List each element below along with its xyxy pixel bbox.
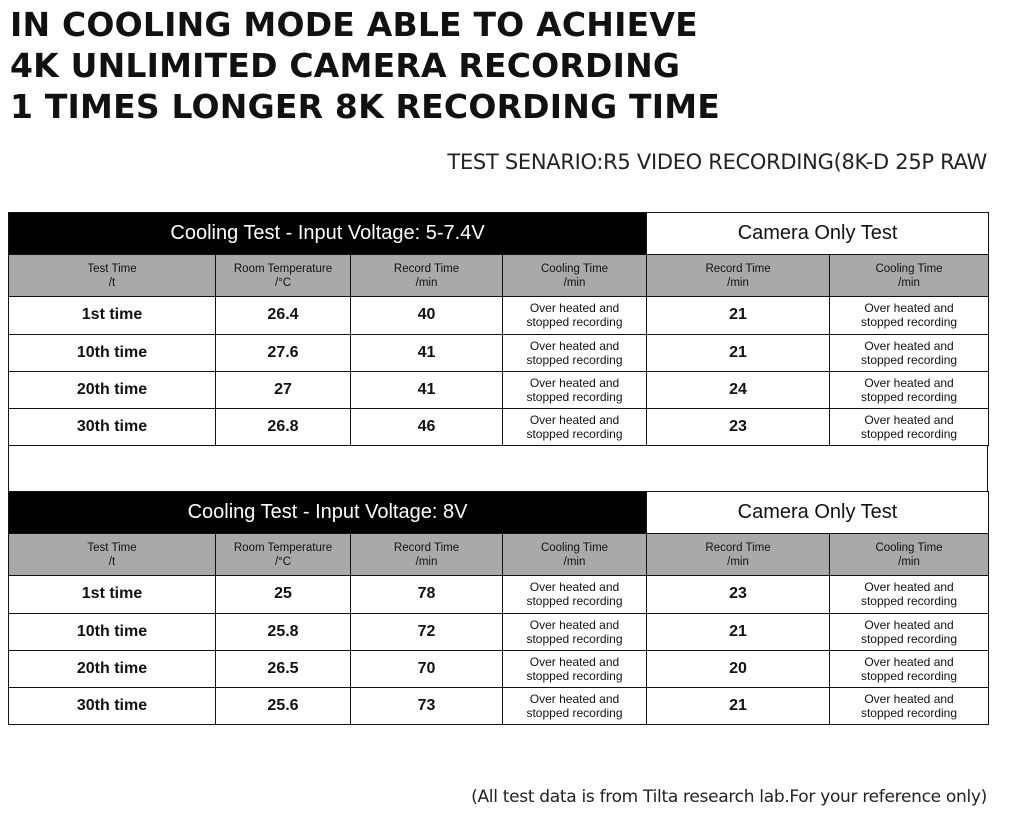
- note-line: stopped recording: [860, 352, 958, 367]
- note-line: stopped recording: [526, 426, 623, 441]
- header-label: Cooling Time: [875, 541, 943, 554]
- cooling-time-cell: [503, 687, 647, 724]
- camera-record-time-cell: 23: [647, 576, 830, 613]
- camera-record-time-cell: 21: [647, 297, 830, 334]
- header-unit: /°C: [274, 555, 292, 568]
- note-line: stopped recording: [526, 668, 623, 683]
- note-line: stopped recording: [526, 315, 623, 330]
- note-line: Over heated and: [529, 580, 620, 595]
- cooling-time-cell: [503, 613, 647, 650]
- note-line: Over heated and: [864, 691, 954, 706]
- header-unit: /t: [108, 276, 116, 289]
- record-time-cell: 46: [351, 408, 503, 445]
- test-scenario: TEST SENARIO:R5 VIDEO RECORDING(8K-D 25P RAW: [447, 150, 987, 174]
- record-time-cell: 40: [351, 297, 503, 334]
- note-line: Over heated and: [529, 691, 620, 706]
- note-line: stopped recording: [860, 594, 958, 609]
- record-time-cell: 72: [351, 613, 503, 650]
- camera-only-test-title: Camera Only Test: [647, 492, 989, 534]
- room-temperature-cell: 25.6: [216, 687, 351, 724]
- room-temperature-cell: 25.8: [216, 613, 351, 650]
- camera-only-test-title: Camera Only Test: [647, 213, 989, 255]
- header-label: Room Temperature: [233, 262, 333, 275]
- note-line: Over heated and: [529, 412, 620, 427]
- results-table-low-voltage: [8, 212, 988, 446]
- room-temperature-cell: 26.5: [216, 650, 351, 687]
- header-record-time: [351, 534, 503, 576]
- note-line: stopped recording: [860, 631, 958, 646]
- table-row: [9, 408, 989, 445]
- test-time-cell: 10th time: [9, 334, 216, 371]
- header-camera-cooling-time: [830, 255, 989, 297]
- camera-cooling-time-cell: [830, 334, 989, 371]
- header-unit: /t: [108, 555, 116, 568]
- note-line: Over heated and: [529, 375, 620, 390]
- note-line: Over heated and: [864, 375, 954, 390]
- header-label: Record Time: [393, 541, 460, 554]
- data-table: [8, 212, 989, 446]
- header-cooling-time: [503, 255, 647, 297]
- header-label: Record Time: [705, 262, 771, 275]
- header-room-temperature: [216, 255, 351, 297]
- camera-record-time-cell: 23: [647, 408, 830, 445]
- test-time-cell: 30th time: [9, 408, 216, 445]
- header-label: Test Time: [87, 541, 137, 554]
- test-time-cell: 1st time: [9, 576, 216, 613]
- header-label: Cooling Time: [540, 541, 609, 554]
- camera-cooling-time-cell: [830, 687, 989, 724]
- header-label: Cooling Time: [875, 262, 943, 275]
- header-camera-record-time: [647, 255, 830, 297]
- note-line: stopped recording: [526, 705, 623, 720]
- headline-line: IN COOLING MODE ABLE TO ACHIEVE: [10, 5, 698, 44]
- header-unit: /min: [563, 555, 586, 568]
- note-line: Over heated and: [529, 654, 620, 669]
- table-row: [9, 576, 989, 613]
- record-time-cell: 70: [351, 650, 503, 687]
- record-time-cell: 73: [351, 687, 503, 724]
- record-time-cell: 78: [351, 576, 503, 613]
- note-line: Over heated and: [864, 338, 954, 353]
- header-unit: /°C: [274, 276, 292, 289]
- table-row: [9, 613, 989, 650]
- room-temperature-cell: 25: [216, 576, 351, 613]
- header-record-time: [351, 255, 503, 297]
- camera-cooling-time-cell: [830, 297, 989, 334]
- header-camera-record-time: [647, 534, 830, 576]
- cooling-time-cell: [503, 371, 647, 408]
- header-test-time: [9, 255, 216, 297]
- header-room-temperature: [216, 534, 351, 576]
- header-unit: /min: [898, 276, 920, 289]
- note-line: stopped recording: [860, 315, 958, 330]
- room-temperature-cell: 27.6: [216, 334, 351, 371]
- header-unit: /min: [415, 555, 438, 568]
- footnote: (All test data is from Tilta research lab.For your reference only): [471, 787, 987, 807]
- test-time-cell: 20th time: [9, 371, 216, 408]
- table-row: [9, 371, 989, 408]
- note-line: stopped recording: [860, 705, 958, 720]
- test-time-cell: 1st time: [9, 297, 216, 334]
- camera-cooling-time-cell: [830, 650, 989, 687]
- note-line: Over heated and: [864, 617, 954, 632]
- note-line: Over heated and: [864, 654, 954, 669]
- table-row: [9, 334, 989, 371]
- cooling-test-title: Cooling Test - Input Voltage: 8V: [9, 492, 647, 534]
- camera-cooling-time-cell: [830, 576, 989, 613]
- table-spacer: [8, 446, 988, 492]
- camera-record-time-cell: 24: [647, 371, 830, 408]
- camera-record-time-cell: 20: [647, 650, 830, 687]
- header-test-time: [9, 534, 216, 576]
- note-line: stopped recording: [860, 668, 958, 683]
- header-cooling-time: [503, 534, 647, 576]
- note-line: Over heated and: [529, 301, 620, 316]
- note-line: stopped recording: [526, 631, 623, 646]
- room-temperature-cell: 26.8: [216, 408, 351, 445]
- camera-cooling-time-cell: [830, 613, 989, 650]
- note-line: Over heated and: [864, 580, 954, 595]
- test-time-cell: 20th time: [9, 650, 216, 687]
- header-unit: /min: [727, 555, 749, 568]
- header-unit: /min: [898, 555, 920, 568]
- header-label: Test Time: [87, 262, 137, 275]
- camera-record-time-cell: 21: [647, 334, 830, 371]
- cooling-time-cell: [503, 650, 647, 687]
- record-time-cell: 41: [351, 334, 503, 371]
- camera-record-time-cell: 21: [647, 687, 830, 724]
- note-line: stopped recording: [860, 389, 958, 404]
- room-temperature-cell: 27: [216, 371, 351, 408]
- results-table-high-voltage: [8, 491, 988, 725]
- record-time-cell: 41: [351, 371, 503, 408]
- header-camera-cooling-time: [830, 534, 989, 576]
- table-row: [9, 650, 989, 687]
- cooling-time-cell: [503, 334, 647, 371]
- headline-line: 1 TIMES LONGER 8K RECORDING TIME: [10, 87, 721, 126]
- note-line: Over heated and: [529, 338, 620, 353]
- headline-line: 4K UNLIMITED CAMERA RECORDING: [10, 46, 681, 85]
- cooling-time-cell: [503, 297, 647, 334]
- header-label: Record Time: [705, 541, 771, 554]
- header-label: Room Temperature: [233, 541, 333, 554]
- note-line: stopped recording: [526, 389, 623, 404]
- headline: [10, 4, 770, 127]
- note-line: stopped recording: [526, 594, 623, 609]
- table-row: [9, 687, 989, 724]
- camera-cooling-time-cell: [830, 408, 989, 445]
- test-time-cell: 30th time: [9, 687, 216, 724]
- cooling-time-cell: [503, 576, 647, 613]
- table-row: [9, 297, 989, 334]
- note-line: Over heated and: [529, 617, 620, 632]
- cooling-test-title: Cooling Test - Input Voltage: 5-7.4V: [9, 213, 647, 255]
- camera-record-time-cell: 21: [647, 613, 830, 650]
- header-label: Record Time: [393, 262, 460, 275]
- header-unit: /min: [563, 276, 586, 289]
- note-line: stopped recording: [526, 352, 623, 367]
- header-unit: /min: [727, 276, 749, 289]
- camera-cooling-time-cell: [830, 371, 989, 408]
- header-label: Cooling Time: [540, 262, 609, 275]
- test-time-cell: 10th time: [9, 613, 216, 650]
- room-temperature-cell: 26.4: [216, 297, 351, 334]
- note-line: Over heated and: [864, 412, 954, 427]
- header-unit: /min: [415, 276, 438, 289]
- note-line: stopped recording: [860, 426, 958, 441]
- data-table: [8, 491, 989, 725]
- cooling-time-cell: [503, 408, 647, 445]
- note-line: Over heated and: [864, 301, 954, 316]
